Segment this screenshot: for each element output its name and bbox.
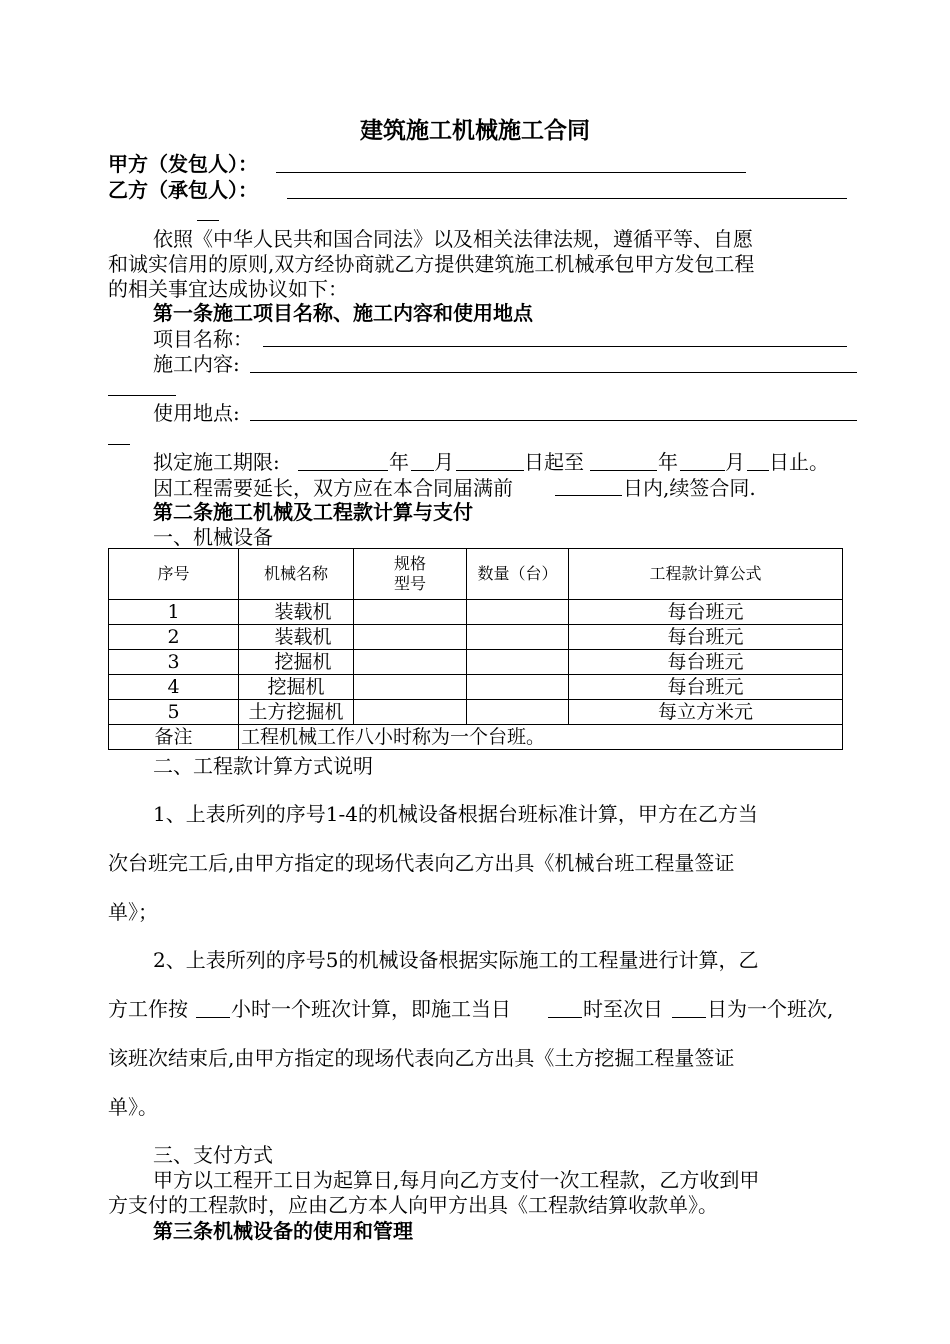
row-qty[interactable] (467, 600, 569, 625)
intro-line-3: 的相关事宜达成协议如下： (108, 277, 348, 301)
party-a-blank[interactable] (276, 172, 746, 173)
row-spec[interactable] (354, 600, 467, 625)
period-year-text: 年 (389, 450, 409, 474)
p2-line-1: 2、上表所列的序号5的机械设备根据实际施工的工程量进行计算，乙 (153, 948, 759, 972)
extension-text-1: 因工程需要延长，双方应在本合同届满前 (153, 476, 513, 500)
section1-title: 一、机械设备 (153, 525, 273, 549)
row-no: 4 (109, 675, 239, 700)
p2-line-2b: 小时一个班次计算，即施工当日 (231, 997, 511, 1021)
row-no: 3 (109, 650, 239, 675)
remark-label: 备注 (109, 725, 239, 750)
period-end-month-blank[interactable] (680, 470, 725, 471)
p1-line-1: 1、上表所列的序号1-4的机械设备根据台班标准计算，甲方在乙方当 (153, 802, 758, 826)
row-no: 1 (109, 600, 239, 625)
table-row (109, 600, 843, 625)
p2-line-2c: 时至次日 (583, 997, 663, 1021)
period-end-day-blank[interactable] (747, 470, 769, 471)
article3-title: 第三条机械设备的使用和管理 (153, 1219, 413, 1243)
shift-end-blank[interactable] (672, 1017, 706, 1018)
machinery-table (108, 548, 843, 750)
work-content-blank-cont[interactable] (108, 395, 176, 396)
period-end-year-blank[interactable] (590, 470, 657, 471)
table-row (109, 675, 843, 700)
work-content-label: 施工内容: (153, 352, 240, 376)
period-label: 拟定施工期限: (153, 450, 280, 474)
row-no: 5 (109, 700, 239, 725)
work-content-blank[interactable] (250, 372, 857, 373)
p2-line-2d: 日为一个班次, (707, 997, 834, 1021)
row-name: 挖掘机 (239, 675, 354, 700)
row-spec[interactable] (354, 625, 467, 650)
header-no: 序号 (109, 549, 239, 600)
period-year2-text: 年 (658, 450, 678, 474)
extension-days-blank[interactable] (555, 495, 622, 496)
period-start-day-blank[interactable] (456, 470, 524, 471)
project-name-label: 项目名称： (153, 327, 253, 351)
section3-title: 三、支付方式 (153, 1143, 273, 1167)
intro-line-2: 和诚实信用的原则,双方经协商就乙方提供建筑施工机械承包甲方发包工程 (108, 252, 755, 276)
section2-title: 二、工程款计算方式说明 (153, 754, 373, 778)
period-end-text: 日止。 (769, 450, 829, 474)
document-title: 建筑施工机械施工合同 (360, 118, 590, 144)
party-b-blank-cont[interactable] (197, 220, 219, 221)
period-month-text: 月 (434, 450, 454, 474)
row-formula: 每台班元 (569, 600, 843, 625)
article1-title: 第一条施工项目名称、施工内容和使用地点 (153, 301, 533, 325)
extension-text-2: 日内,续签合同. (623, 476, 756, 500)
row-no: 2 (109, 625, 239, 650)
period-from-text: 日起至 (524, 450, 584, 474)
payment-line-1: 甲方以工程开工日为起算日,每月向乙方支付一次工程款，乙方收到甲 (153, 1168, 760, 1192)
location-blank-cont[interactable] (108, 444, 130, 445)
row-formula: 每台班元 (569, 650, 843, 675)
table-header-row (109, 549, 843, 600)
header-formula: 工程款计算公式 (569, 549, 843, 600)
row-qty[interactable] (467, 675, 569, 700)
header-qty: 数量（台） (467, 549, 569, 600)
header-spec-text: 规格型号 (393, 554, 426, 593)
shift-hours-blank[interactable] (196, 1017, 230, 1018)
table-row (109, 625, 843, 650)
party-b-label: 乙方（承包人）： (108, 178, 258, 202)
header-spec (354, 549, 467, 600)
p1-line-2: 次台班完工后,由甲方指定的现场代表向乙方出具《机械台班工程量签证 (108, 851, 735, 875)
row-spec[interactable] (354, 700, 467, 725)
row-name: 挖掘机 (239, 650, 354, 675)
party-b-blank[interactable] (287, 198, 847, 199)
row-qty[interactable] (467, 625, 569, 650)
row-name: 装载机 (239, 625, 354, 650)
shift-start-blank[interactable] (548, 1017, 582, 1018)
p2-line-2a: 方工作按 (108, 997, 188, 1021)
period-start-month-blank[interactable] (411, 470, 434, 471)
table-remark-row (109, 725, 843, 750)
table-row (109, 700, 843, 725)
intro-line-1: 依照《中华人民共和国合同法》以及相关法律法规，遵循平等、自愿 (153, 227, 753, 251)
party-a-label: 甲方（发包人）： (108, 152, 258, 176)
row-spec[interactable] (354, 675, 467, 700)
row-qty[interactable] (467, 650, 569, 675)
payment-line-2: 方支付的工程款时，应由乙方本人向甲方出具《工程款结算收款单》。 (108, 1193, 718, 1217)
row-name: 装载机 (239, 600, 354, 625)
row-qty[interactable] (467, 700, 569, 725)
article2-title: 第二条施工机械及工程款计算与支付 (153, 500, 473, 524)
project-name-blank[interactable] (263, 346, 847, 347)
p2-line-3: 该班次结束后,由甲方指定的现场代表向乙方出具《土方挖掘工程量签证 (108, 1046, 735, 1070)
p2-line-4: 单》。 (108, 1095, 158, 1119)
p1-line-3: 单》； (108, 900, 158, 924)
location-blank[interactable] (250, 420, 857, 421)
row-formula: 每台班元 (569, 625, 843, 650)
period-month2-text: 月 (725, 450, 745, 474)
location-label: 使用地点: (153, 401, 240, 425)
row-formula: 每立方米元 (569, 700, 843, 725)
row-formula: 每台班元 (569, 675, 843, 700)
header-name: 机械名称 (239, 549, 354, 600)
table-row (109, 650, 843, 675)
period-start-year-blank[interactable] (298, 470, 388, 471)
row-spec[interactable] (354, 650, 467, 675)
row-name: 土方挖掘机 (239, 700, 354, 725)
remark-text: 工程机械工作八小时称为一个台班。 (239, 725, 843, 750)
